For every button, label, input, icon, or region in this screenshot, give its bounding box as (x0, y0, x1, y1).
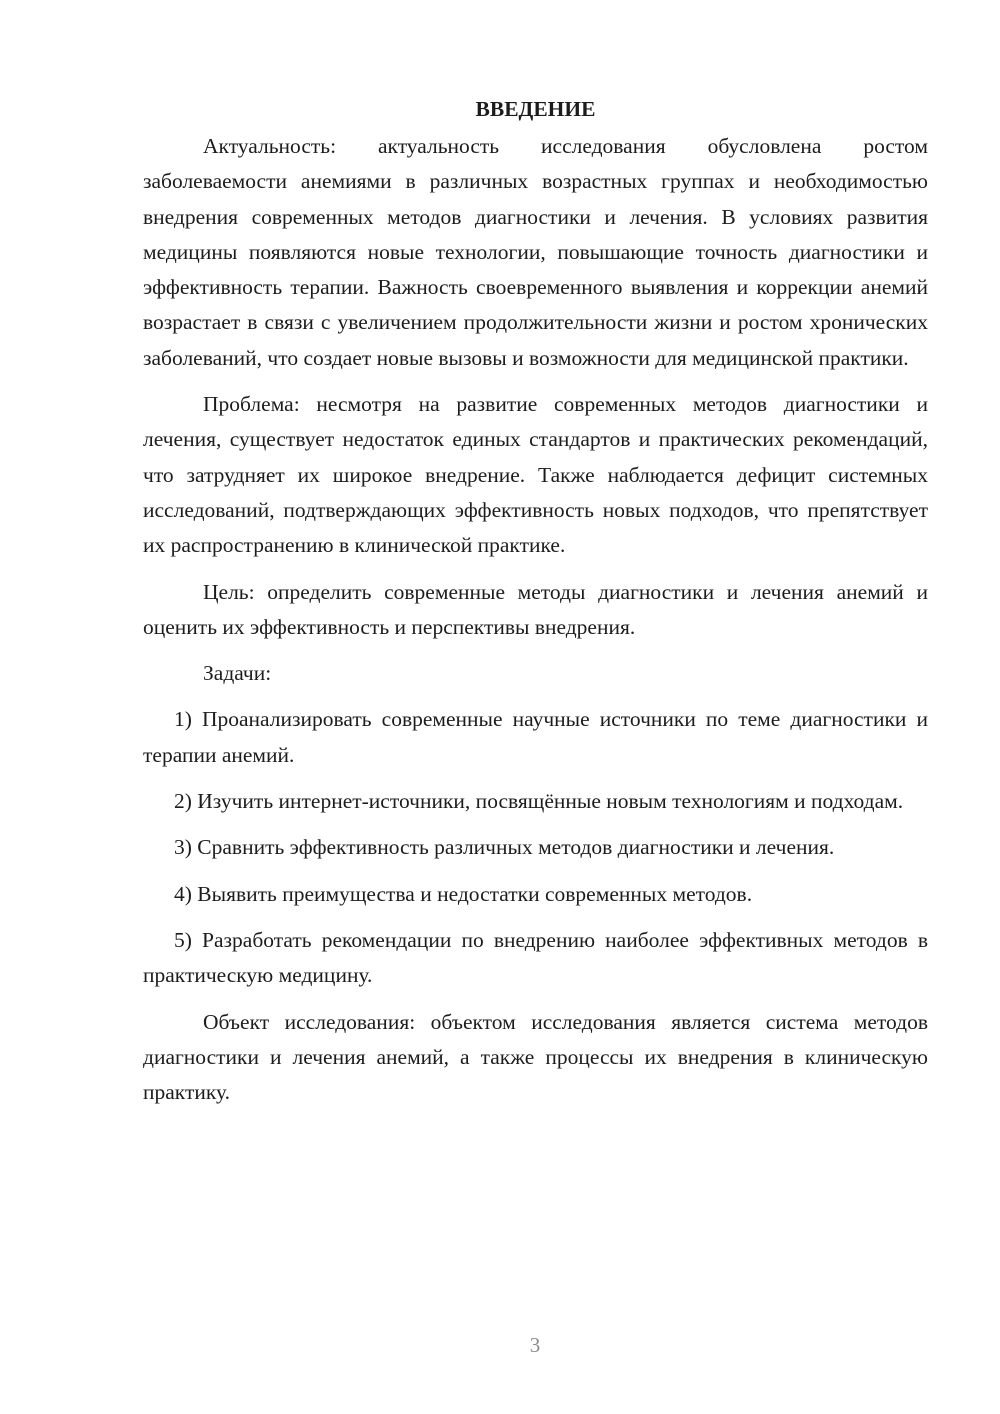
paragraph-problem: Проблема: несмотря на развитие современных методов диагностики и лечения, существует недостаток единых стандартов и практических рекомендаций, что затрудняет их широкое внедрение. Также наблюдается дефицит системных исследований, подтверждающих эффективность новых подходов, что препятствует их распространению в клинической практике. (143, 392, 928, 558)
task-item-4: 4) Выявить преимущества и недостатки современных методов. (174, 881, 753, 906)
page-number: 3 (529, 1333, 541, 1357)
task-item-2: 2) Изучить интернет-источники, посвящённые новым технологиям и подходам. (174, 789, 904, 814)
task-item-5: 5) Разработать рекомендации по внедрению наиболее эффективных методов в практическую медицину. (143, 927, 928, 988)
task-item-3: 3) Сравнить эффективность различных методов диагностики и лечения. (174, 835, 835, 860)
task-item-1: 1) Проанализировать современные научные источники по теме диагностики и терапии анемий. (143, 707, 928, 767)
paragraph-relevance: Актуальность: актуальность исследования обусловлена ростом заболеваемости анемиями в различных возрастных группах и необходимостью внедрения современных методов диагностики и лечения. В условиях развития медицины появляются новые технологии, повышающие точность диагностики и эффективность терапии. Важность своевременного выявления и коррекции анемий возрастает в связи с увеличением продолжительности жизни и ростом хронических заболеваний, что создает новые вызовы и возможности для медицинской практики. (143, 134, 928, 370)
document-page (143, 92, 928, 1121)
section-title: ВВЕДЕНИЕ (475, 97, 596, 121)
paragraph-goal: Цель: определить современные методы диагностики и лечения анемий и оценить их эффективность и перспективы внедрения. (143, 579, 928, 639)
paragraph-tasks-heading: Задачи: (203, 661, 272, 686)
paragraph-object: Объект исследования: объектом исследования является система методов диагностики и лечения анемий, а также процессы их внедрения в клиническую практику. (143, 1009, 928, 1105)
